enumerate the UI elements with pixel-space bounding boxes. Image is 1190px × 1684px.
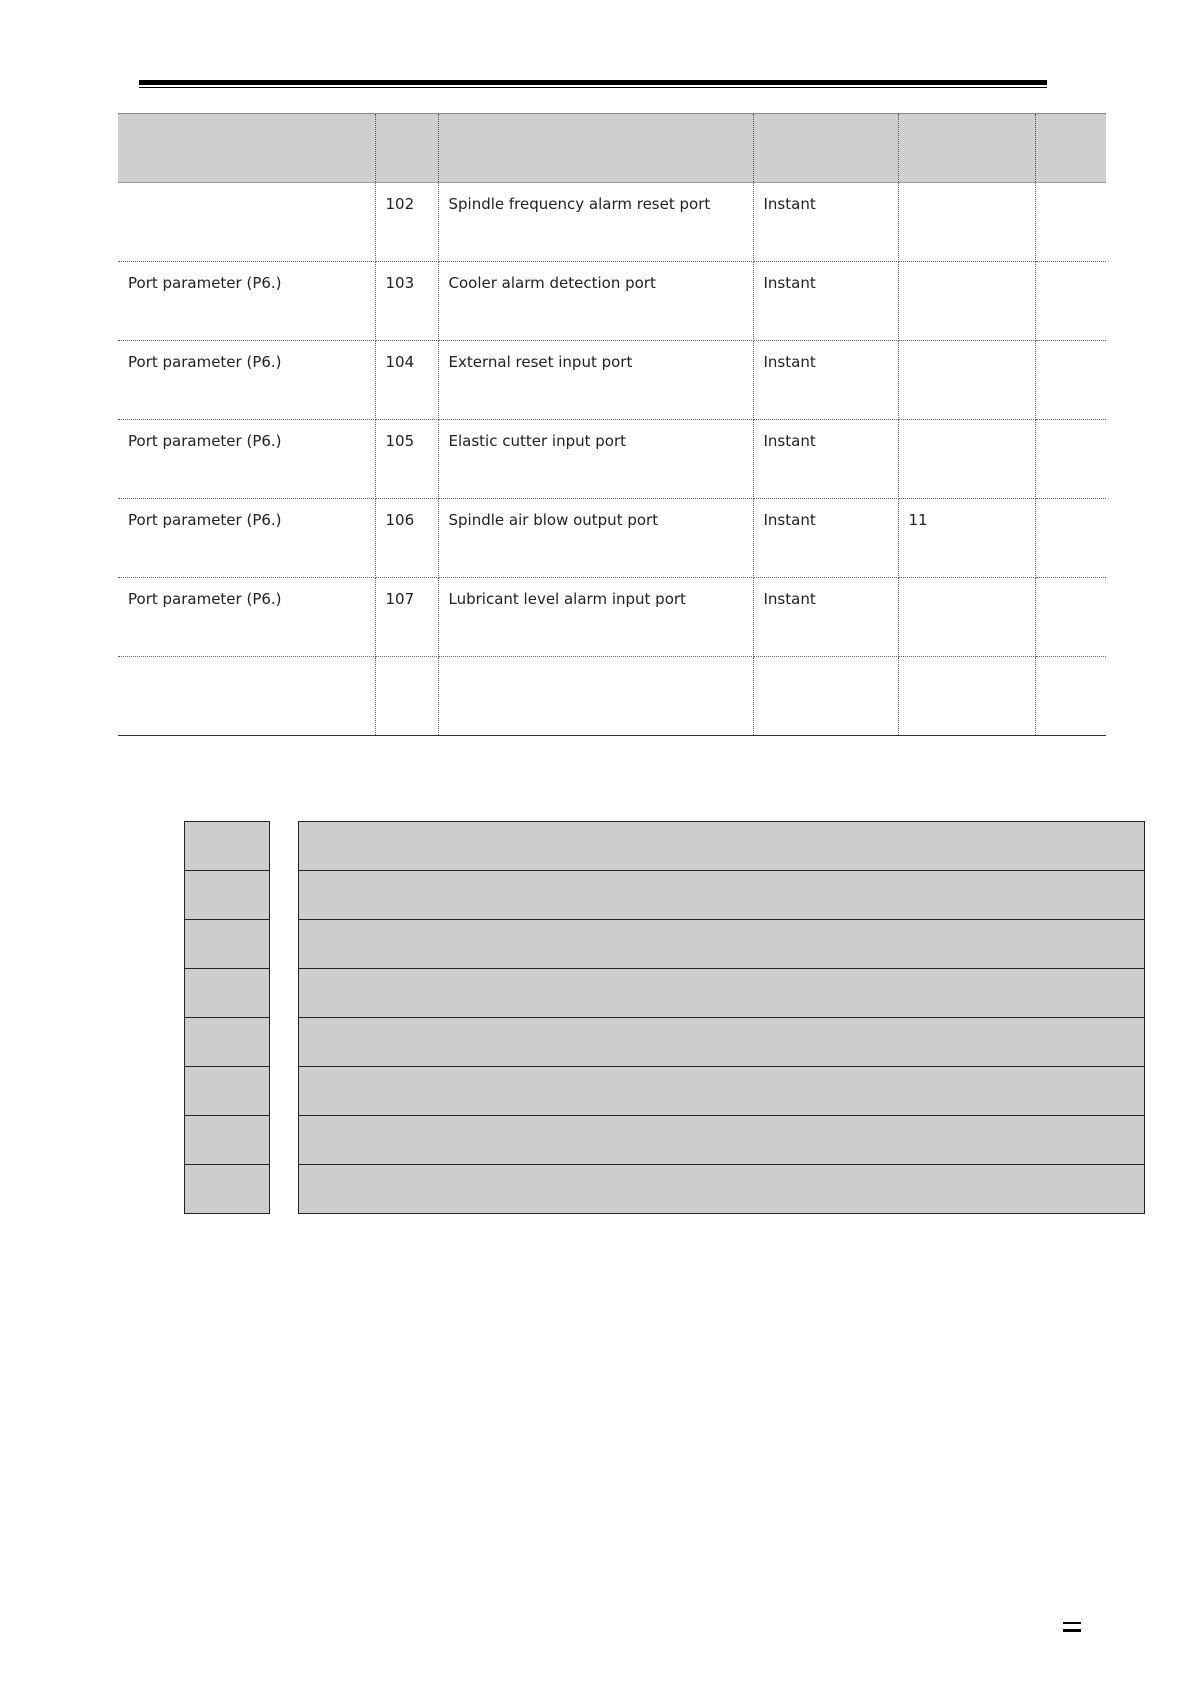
cell-category: Port parameter (P6.) [118,499,375,578]
cell-effective: Instant [753,262,898,341]
header-cell-number [375,114,438,183]
legend-text-cell [298,821,1145,871]
legend-text-cell [298,969,1145,1018]
legend-text-cell [298,1067,1145,1116]
cell-extra [1035,341,1106,420]
cell-effective: Instant [753,183,898,262]
cell-number: 107 [375,578,438,657]
legend-key-column [184,821,270,1214]
cell-default: 11 [898,499,1035,578]
cell-extra [1035,183,1106,262]
header-rule [139,80,1047,88]
parameter-table [118,113,1106,736]
cell-effective: Instant [753,499,898,578]
cell-category: Port parameter (P6.) [118,578,375,657]
cell-name: Elastic cutter input port [438,420,753,499]
cell-default [898,183,1035,262]
cell-category: Port parameter (P6.) [118,420,375,499]
legend-text-cell [298,920,1145,969]
cell-extra [1035,578,1106,657]
header-rule-thick [139,80,1047,85]
page-mark-bar-top [1063,1622,1081,1624]
parameter-table-header [118,114,1106,183]
cell-name: Spindle air blow output port [438,499,753,578]
header-cell-extra [1035,114,1106,183]
cell-number: 105 [375,420,438,499]
header-cell-effective [753,114,898,183]
legend-key-cell [184,1067,270,1116]
cell-name: Lubricant level alarm input port [438,578,753,657]
table-row [118,499,1106,578]
legend-text-cell [298,1116,1145,1165]
cell-default [898,262,1035,341]
cell-number: 106 [375,499,438,578]
legend-key-cell [184,1116,270,1165]
table-row [118,420,1106,499]
cell-default [898,341,1035,420]
legend-key-cell [184,1165,270,1214]
cell-number [375,657,438,736]
cell-category: Port parameter (P6.) [118,262,375,341]
cell-name [438,657,753,736]
table-row [118,578,1106,657]
cell-extra [1035,657,1106,736]
cell-default [898,578,1035,657]
cell-category [118,183,375,262]
table-row [118,183,1106,262]
cell-number: 102 [375,183,438,262]
header-cell-name [438,114,753,183]
legend-text-column [298,821,1145,1214]
legend-text-cell [298,1018,1145,1067]
cell-extra [1035,420,1106,499]
legend-text-cell [298,1165,1145,1214]
cell-category [118,657,375,736]
cell-number: 103 [375,262,438,341]
cell-extra [1035,499,1106,578]
cell-name: Spindle frequency alarm reset port [438,183,753,262]
header-rule-thin [139,87,1047,88]
cell-default [898,420,1035,499]
cell-name: Cooler alarm detection port [438,262,753,341]
table-row [118,262,1106,341]
header-cell-category [118,114,375,183]
cell-category: Port parameter (P6.) [118,341,375,420]
cell-effective [753,657,898,736]
header-cell-default [898,114,1035,183]
legend-key-cell [184,1018,270,1067]
cell-effective: Instant [753,420,898,499]
cell-extra [1035,262,1106,341]
legend-key-cell [184,821,270,871]
page-mark-bar-bottom [1063,1629,1081,1632]
table-row [118,657,1106,736]
legend-key-cell [184,871,270,920]
cell-effective: Instant [753,578,898,657]
cell-number: 104 [375,341,438,420]
cell-name: External reset input port [438,341,753,420]
cell-default [898,657,1035,736]
cell-effective: Instant [753,341,898,420]
page-number-mark [1063,1622,1081,1637]
legend-text-cell [298,871,1145,920]
table-row [118,341,1106,420]
legend-key-cell [184,969,270,1018]
legend-key-cell [184,920,270,969]
